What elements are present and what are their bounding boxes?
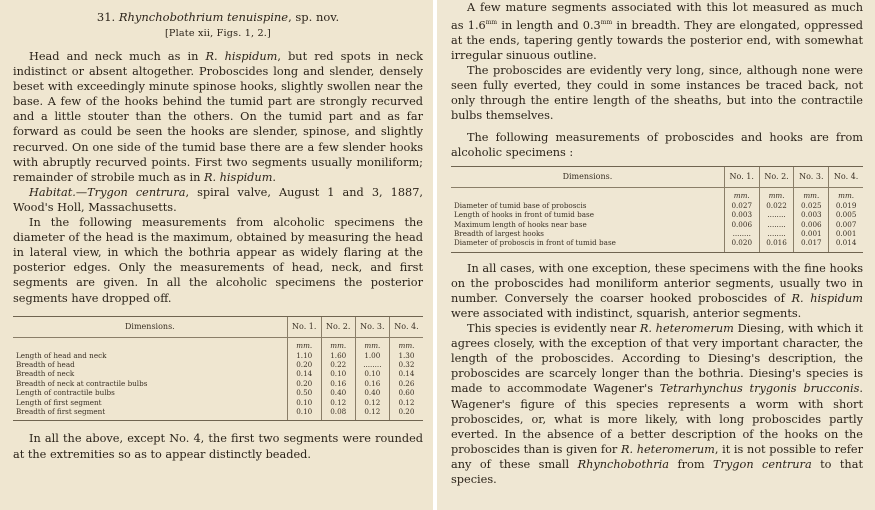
table-row bbox=[13, 369, 423, 378]
closing-paragraph: In all the above, except No. 4, the first two segments were rounded at the extremities so as to appear distinctly beaded. bbox=[13, 432, 423, 461]
table-cell: 0.006 bbox=[724, 220, 759, 229]
table-cell: 0.12 bbox=[389, 398, 423, 407]
table-row bbox=[13, 407, 423, 421]
proboscides-paragraph: The proboscides are evidently very long, since, although none were seen fully everted, they could in some instances be traced back, not only through the entire length of the sheaths, but into the contractile bulbs themselves. bbox=[451, 64, 863, 123]
table-cell: 0.022 bbox=[759, 201, 794, 210]
table-cell: 0.12 bbox=[321, 398, 355, 407]
habitat-label: Habitat. bbox=[29, 185, 76, 199]
table-cell: 0.40 bbox=[355, 388, 389, 397]
table-unit-row bbox=[451, 187, 863, 201]
table-row bbox=[451, 238, 863, 252]
table-cell: 0.12 bbox=[355, 407, 389, 421]
table-cell: 0.001 bbox=[794, 229, 829, 238]
table-cell: 0.60 bbox=[389, 388, 423, 397]
table-row-label: Breadth of head bbox=[16, 360, 75, 369]
table-cell: ........ bbox=[759, 229, 794, 238]
table-unit-cell: mm. bbox=[759, 187, 794, 201]
table-row bbox=[13, 379, 423, 388]
table-row-label: Breadth of first segment bbox=[13, 407, 287, 421]
description-paragraph: Head and neck much as in R. hispidum, but red spots in neck indistinct or absent altogether. Proboscides long and slender, densely beset with exceedingly minute spinose hooks, slightly swollen near the base. A few of the hooks behind the tumid part are strongly recurved and a little stouter than the others. On the tumid part and as far forward as could be seen the hooks are slender, spinose, and slightly recurved. On one side of the tumid base there are a few slender hooks with abruptly recurved points. First two segments usually moniliform; remainder of strobile much as in R. hispidum. bbox=[13, 50, 423, 184]
proboscis-measurements-intro: The following measurements of proboscides and hooks are from alcoholic specimens : bbox=[451, 130, 863, 159]
table-cell: 0.40 bbox=[321, 388, 355, 397]
table-row bbox=[451, 201, 863, 210]
table-cell: 0.019 bbox=[829, 201, 863, 210]
table-cell: 0.26 bbox=[389, 379, 423, 388]
species-heading bbox=[13, 10, 423, 24]
table-cell: 0.12 bbox=[355, 398, 389, 407]
table-row bbox=[13, 398, 423, 407]
table-header-cell: No. 3. bbox=[794, 166, 829, 187]
table-cell: 1.00 bbox=[355, 351, 389, 360]
table-cell: 0.20 bbox=[287, 379, 321, 388]
table-unit-cell: mm. bbox=[389, 337, 423, 351]
table-cell: 0.027 bbox=[724, 201, 759, 210]
table-row-label: Breadth of neck bbox=[16, 369, 75, 379]
table-cell bbox=[451, 187, 724, 201]
table-cell: 0.003 bbox=[724, 210, 759, 219]
comparison-paragraph: In all cases, with one exception, these specimens with the fine hooks on the proboscides had moniliform anterior segments, usually two in number. Conversely the coarser hooked proboscides of R. hispidum were associated with indistinct, squarish, anterior segments. bbox=[451, 261, 863, 321]
species-relation-paragraph: This species is evidently near R. heteromerum Diesing, with which it agrees closely, with the exception of that very important character, the length of the proboscides. According to Diesing's description, the proboscides are scarcely longer than the bothria. Diesing's species is made to accommodate Wagener's Tetrarhynchus trygonis brucconis. Wagener's figure of this species represents a worm with short proboscides, or, what is more likely, with long proboscides partly everted. In the absence of a better description of the hooks on the proboscides than is given for R. heteromerum, it is not possible to refer any of these small Rhynchobothria from Trygon centrura to that species. bbox=[451, 322, 863, 487]
table-row-label: Maximum length of hooks near base bbox=[454, 219, 587, 229]
table-header-cell: No. 3. bbox=[355, 316, 389, 337]
table-cell: 0.10 bbox=[321, 369, 355, 378]
table-cell: ........ bbox=[759, 220, 794, 229]
table-unit-cell: mm. bbox=[724, 187, 759, 201]
habitat-host: Trygon centrura bbox=[87, 185, 186, 199]
table-cell: 0.020 bbox=[724, 238, 759, 252]
table-cell: 0.22 bbox=[321, 360, 355, 369]
table-unit-cell: mm. bbox=[321, 337, 355, 351]
table-header-row bbox=[13, 316, 423, 337]
table-row bbox=[451, 220, 863, 229]
table-cell: 0.20 bbox=[389, 407, 423, 421]
table-cell: 0.017 bbox=[794, 238, 829, 252]
table-unit-cell: mm. bbox=[829, 187, 863, 201]
table-row-label: Diameter of tumid base of proboscis bbox=[454, 200, 587, 210]
table-cell: 0.014 bbox=[829, 238, 863, 252]
table-cell: 0.10 bbox=[287, 398, 321, 407]
table-row-label: Diameter of proboscis in front of tumid base bbox=[451, 238, 724, 252]
table-cell bbox=[13, 337, 287, 351]
table-row-label: Breadth of largest hooks bbox=[454, 228, 544, 238]
plate-reference: [Plate xii, Figs. 1, 2.] bbox=[164, 28, 271, 39]
table-row bbox=[13, 388, 423, 397]
heading-number: 31. bbox=[96, 10, 116, 24]
table-header-cell: Dimensions. bbox=[451, 166, 724, 187]
table-cell: 0.10 bbox=[287, 407, 321, 421]
heading-species: Rhynchobothrium tenuispine bbox=[118, 10, 289, 24]
table-header-cell: No. 1. bbox=[724, 166, 759, 187]
table-cell: 0.10 bbox=[355, 369, 389, 378]
table-unit-cell: mm. bbox=[794, 187, 829, 201]
table-cell: 1.10 bbox=[287, 351, 321, 360]
table-cell: ........ bbox=[724, 229, 759, 238]
table-row-label: Length of head and neck bbox=[16, 350, 107, 360]
table-cell: 1.30 bbox=[389, 351, 423, 360]
head-neck-measurements-table bbox=[13, 316, 423, 422]
table-header-cell: No. 4. bbox=[829, 166, 863, 187]
table-cell: 0.001 bbox=[829, 229, 863, 238]
table-cell: 0.16 bbox=[321, 379, 355, 388]
proboscis-measurements-table bbox=[451, 166, 863, 253]
table-row bbox=[451, 229, 863, 238]
table-row bbox=[451, 210, 863, 219]
table-row-label: Breadth of neck at contractile bulbs bbox=[16, 378, 148, 388]
heading-suffix: , sp. nov. bbox=[288, 10, 340, 24]
left-page bbox=[0, 0, 433, 510]
table-row bbox=[13, 360, 423, 369]
table-cell: 0.14 bbox=[287, 369, 321, 378]
table-unit-cell: mm. bbox=[287, 337, 321, 351]
table-header-cell: No. 2. bbox=[321, 316, 355, 337]
table-cell: 0.025 bbox=[794, 201, 829, 210]
table-row-label: Length of contractile bulbs bbox=[16, 388, 115, 398]
table-cell: 0.003 bbox=[794, 210, 829, 219]
table-cell: 0.16 bbox=[355, 379, 389, 388]
table-cell: ........ bbox=[759, 210, 794, 219]
table-cell: ........ bbox=[355, 360, 389, 369]
table-row bbox=[13, 351, 423, 360]
table-header-cell: No. 4. bbox=[389, 316, 423, 337]
table-cell: 0.20 bbox=[287, 360, 321, 369]
table-cell: 0.32 bbox=[389, 360, 423, 369]
mature-segments-paragraph: A few mature segments associated with this lot measured as much as $1.6^{mm}$ in length and $0.3^{mm}$ in breadth. They are elongated, oppressed at the ends, tapering gently towards the posterior end, with somewhat irregular sinuous outline. bbox=[451, 1, 864, 63]
table-cell: 0.08 bbox=[321, 407, 355, 421]
table-cell: 0.007 bbox=[829, 220, 863, 229]
table-row-label: Length of hooks in front of tumid base bbox=[454, 210, 594, 220]
measurements-intro-paragraph: In the following measurements from alcoholic specimens the diameter of the head is the maximum, obtained by measuring the head in lateral view, in which the bothria appear as widely flaring at the posterior edges. Only the measurements of head, neck, and first segments are given. In all the alcoholic specimens the posterior segments have dropped off. bbox=[13, 216, 423, 305]
table-header-cell: Dimensions. bbox=[13, 316, 287, 337]
table-cell: 0.016 bbox=[759, 238, 794, 252]
table-unit-row bbox=[13, 337, 423, 351]
table-row-label: Length of first segment bbox=[16, 397, 102, 407]
table-cell: 0.50 bbox=[287, 388, 321, 397]
right-page bbox=[437, 0, 875, 510]
table-cell: 0.006 bbox=[794, 220, 829, 229]
table-cell: 0.14 bbox=[389, 369, 423, 378]
table-header-row bbox=[451, 166, 863, 187]
table-cell: 1.60 bbox=[321, 351, 355, 360]
table-header-cell: No. 1. bbox=[287, 316, 321, 337]
table-cell: 0.005 bbox=[829, 210, 863, 219]
table-unit-cell: mm. bbox=[355, 337, 389, 351]
table-header-cell: No. 2. bbox=[759, 166, 794, 187]
habitat-paragraph: Habitat.—Trygon centrura, spiral valve, August 1 and 3, 1887, Wood's Holl, Massachusetts. bbox=[13, 185, 424, 214]
